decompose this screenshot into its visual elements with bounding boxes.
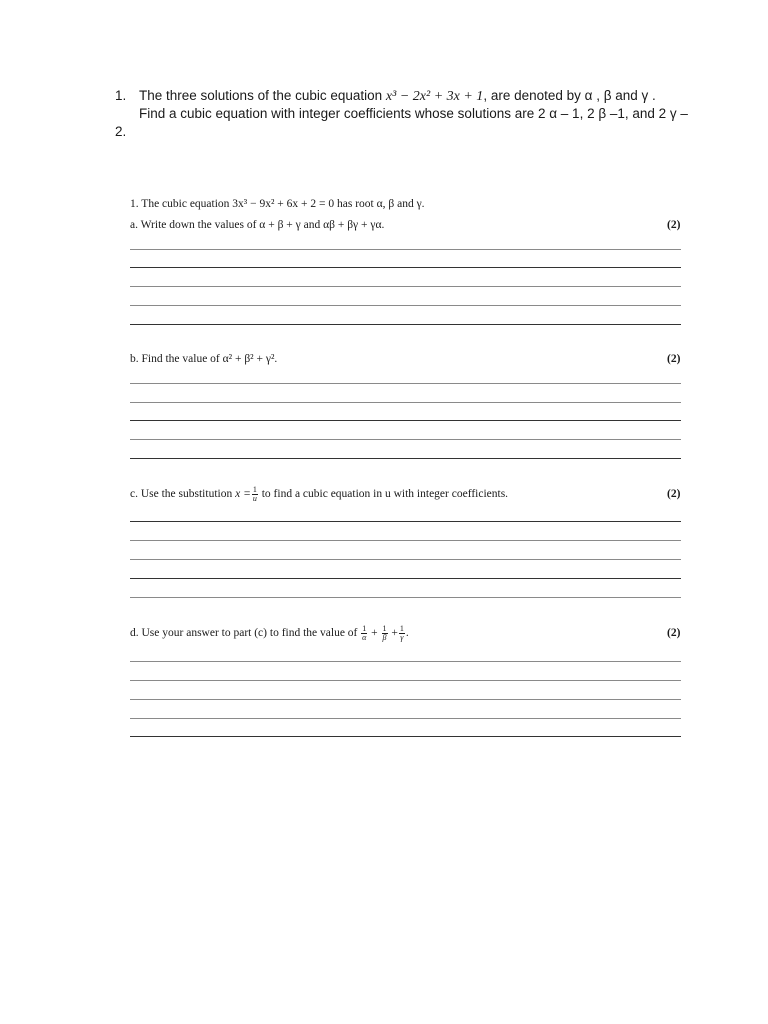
answer-line [130, 540, 681, 541]
part-a-marks: (2) [667, 219, 681, 231]
answer-line [130, 680, 681, 681]
answer-line [130, 383, 681, 384]
part-d-text [130, 625, 409, 642]
answer-line [130, 521, 681, 522]
part-b-marks: (2) [667, 353, 681, 365]
part-c-math: x = [235, 488, 251, 501]
answer-line [130, 458, 681, 459]
answer-line [130, 439, 681, 440]
answer-line [130, 305, 681, 306]
fraction-1-over-u: $\frac{1}{u}$ [252, 485, 257, 503]
fraction-1-over-gamma: $\frac{1}{\gamma}$ [399, 624, 404, 642]
exam-intro: 1. The cubic equation 3x³ − 9x² + 6x + 2 = 0 has root α, β and γ. [130, 198, 425, 210]
part-d-marks: (2) [667, 627, 681, 639]
answer-line [130, 402, 681, 403]
cubic-equation: x³ − 2x² + 3x + 1 [385, 89, 484, 104]
part-c-suffix: to find a cubic equation in u with integer coefficients. [258, 488, 509, 501]
answer-line [130, 267, 681, 268]
answer-line [130, 718, 681, 719]
period: . [405, 627, 409, 640]
fraction-1-over-beta: $\frac{1}{\beta}$ [382, 624, 387, 642]
question-number: 1. [115, 88, 127, 103]
question-text: The three solutions of the cubic equation [139, 88, 386, 103]
answer-line [130, 420, 681, 421]
part-d-prefix: d. Use your answer to part (c) to find the value of [130, 627, 361, 640]
part-c-marks: (2) [667, 488, 681, 500]
question-line-1 [139, 88, 656, 105]
answer-line [130, 286, 681, 287]
answer-line [130, 699, 681, 700]
answer-line [130, 736, 681, 737]
part-c-text [130, 486, 508, 503]
answer-line [130, 249, 681, 250]
question-line-2: Find a cubic equation with integer coefficients whose solutions are 2 α – 1, 2 β –1, and 2 γ – [139, 106, 688, 121]
answer-line [130, 324, 681, 325]
question-number-2: 2. [115, 124, 127, 139]
answer-line [130, 559, 681, 560]
answer-line [130, 661, 681, 662]
fraction-1-over-alpha: $\frac{1}{\alpha}$ [362, 624, 367, 642]
answer-line [130, 578, 681, 579]
question-text-end: , are denoted by α , β and γ . [483, 88, 656, 103]
answer-line [130, 597, 681, 598]
part-a-text: a. Write down the values of α + β + γ and αβ + βγ + γα. [130, 219, 385, 231]
plus-sign: + [391, 627, 398, 640]
part-c-prefix: c. Use the substitution [130, 488, 236, 501]
plus-sign: + [371, 627, 378, 640]
part-b-text: b. Find the value of α² + β² + γ². [130, 353, 278, 365]
